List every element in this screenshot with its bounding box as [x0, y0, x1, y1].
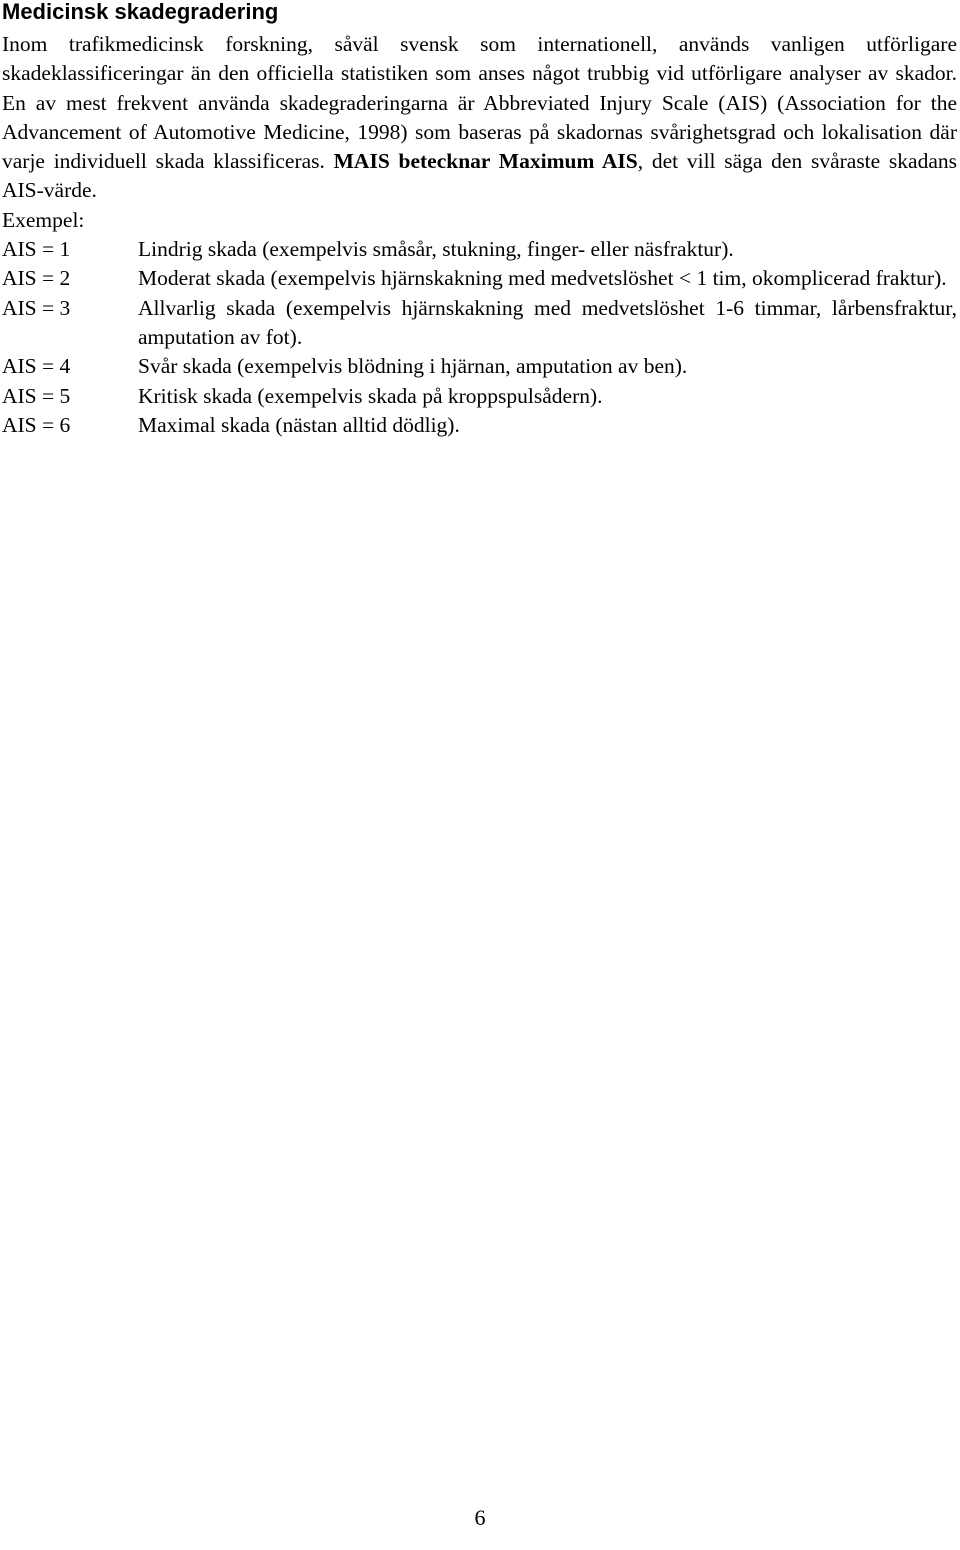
ais-row: [2, 382, 957, 411]
ais-description: Kritisk skada (exempelvis skada på kroppspulsådern).: [138, 383, 603, 408]
ais-level: AIS = 1: [2, 237, 71, 262]
intro-text: Inom trafikmedicinsk forskning, såväl svensk som internationell, används vanligen utförligare skadeklassificeringar än den officiella statistiken som anses något trubbig vid utförligare analyser av skador. En av mest frekvent använda skadegraderingarna är Abbreviated Injury Scale (AIS) (Association for the Advancement of Automotive Medicine, 1998) som baseras på skadornas svårighetsgrad och lokalisation där varje individuell skada klassificeras.: [2, 32, 957, 174]
ais-level: AIS = 2: [2, 266, 71, 291]
ais-description: Allvarlig skada (exempelvis hjärnskakning med medvetslöshet 1-6 timmar, lårbensfraktur, amputation av fot).: [138, 295, 957, 349]
intro-paragraph: [2, 30, 957, 206]
ais-description: Maximal skada (nästan alltid dödlig).: [138, 412, 460, 437]
ais-row: [2, 352, 957, 381]
ais-level: AIS = 4: [2, 354, 71, 379]
ais-row: [2, 264, 957, 293]
ais-row: [2, 235, 957, 264]
ais-description: Lindrig skada (exempelvis småsår, stukning, finger- eller näsfraktur).: [138, 237, 734, 262]
ais-level-list: [2, 235, 957, 440]
example-label: Exempel:: [2, 207, 85, 232]
document-page: [2, 0, 957, 440]
ais-level: AIS = 3: [2, 295, 71, 320]
mais-definition-bold: MAIS betecknar Maximum AIS: [333, 149, 638, 174]
ais-level: AIS = 5: [2, 383, 71, 408]
mais-definition-rest: , det vill säga den svåraste skadans AIS-värde.: [2, 149, 957, 203]
section-heading: Medicinsk skadegradering: [2, 0, 279, 24]
ais-row: [2, 411, 957, 440]
ais-description: Moderat skada (exempelvis hjärnskakning med medvetslöshet < 1 tim, okomplicerad fraktur).: [138, 266, 947, 291]
ais-row: [2, 294, 957, 353]
ais-level: AIS = 6: [2, 412, 71, 437]
ais-description: Svår skada (exempelvis blödning i hjärnan, amputation av ben).: [138, 354, 688, 379]
page-number: 6: [474, 1505, 486, 1530]
